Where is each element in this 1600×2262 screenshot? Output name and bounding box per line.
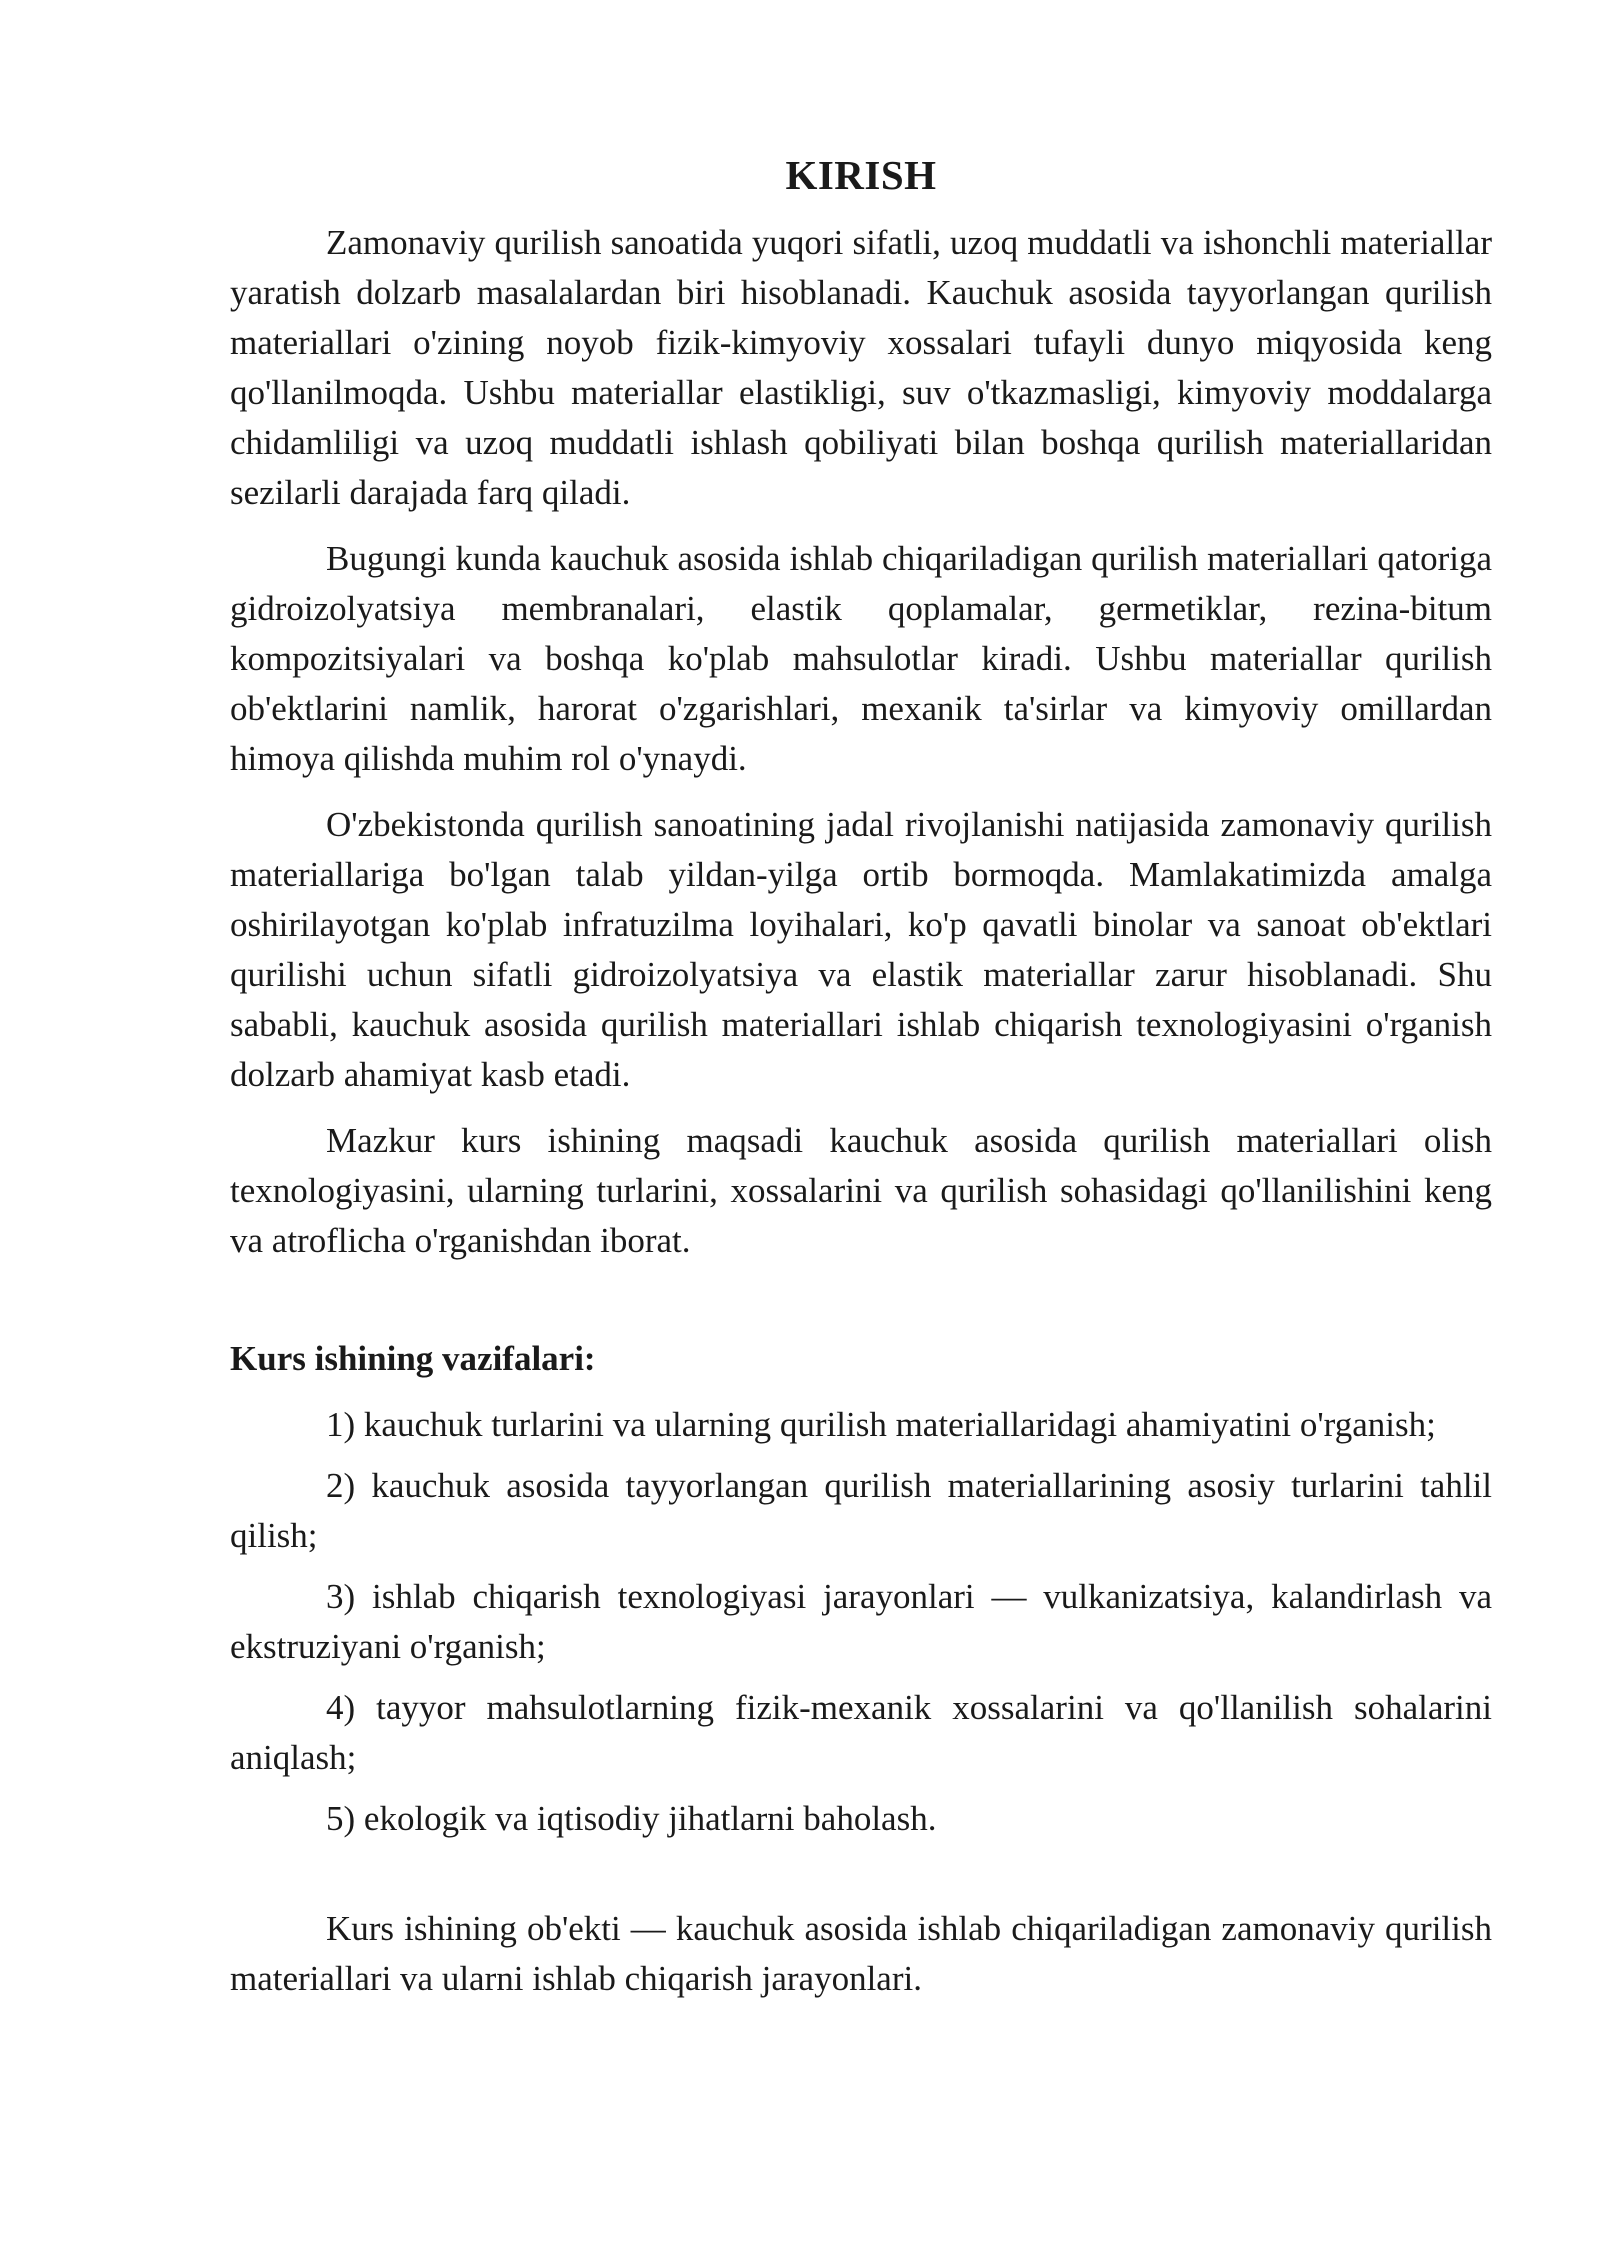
intro-paragraph-1: Zamonaviy qurilish sanoatida yuqori sifatli, uzoq muddatli va ishonchli materiallar yaratish dolzarb masalalardan biri hisoblanadi. Kauchuk asosida tayyorlangan qurilish materiallari o'zining noyob fizik-kimyoviy xossalari tufayli dunyo miqyosida keng qo'llanilmoqda. Ushbu materiallar elastikligi, suv o'tkazmasligi, kimyoviy moddalarga chidamliligi va uzoq muddatli ishlash qobiliyati bilan boshqa qurilish materiallaridan sezilarli darajada farq qiladi.	[230, 223, 1492, 512]
tasks-list	[230, 1400, 1492, 1844]
task-item: 2) kauchuk asosida tayyorlangan qurilish materiallarining asosiy turlarini tahlil qilish;	[230, 1466, 1492, 1555]
page-title: KIRISH	[785, 152, 937, 198]
tasks-heading: Kurs ishining vazifalari:	[230, 1339, 596, 1378]
task-item: 3) ishlab chiqarish texnologiyasi jarayonlari — vulkanizatsiya, kalandirlash va ekstruziyani o'rganish;	[230, 1577, 1492, 1666]
intro-paragraph-3: O'zbekistonda qurilish sanoatining jadal rivojlanishi natijasida zamonaviy qurilish materiallariga bo'lgan talab yildan-yilga ortib bormoqda. Mamlakatimizda amalga oshirilayotgan ko'plab infratuzilma loyihalari, ko'p qavatli binolar va sanoat ob'ektlari qurilishi uchun sifatli gidroizolyatsiya va elastik materiallar zarur hisoblanadi. Shu sababli, kauchuk asosida qurilish materiallari ishlab chiqarish texnologiyasini o'rganish dolzarb ahamiyat kasb etadi.	[230, 805, 1492, 1094]
task-item: 5) ekologik va iqtisodiy jihatlarni baholash.	[326, 1799, 937, 1838]
task-item: 4) tayyor mahsulotlarning fizik-mexanik xossalarini va qo'llanilish sohalarini aniqlash;	[230, 1688, 1492, 1777]
goal-paragraph: Mazkur kurs ishining maqsadi kauchuk asosida qurilish materiallari olish texnologiyasini, ularning turlarini, xossalarini va qurilish sohasidagi qo'llanilishini keng va atroflicha o'rganishdan iborat.	[230, 1121, 1492, 1260]
document-body	[230, 150, 1492, 2020]
intro-paragraph-2: Bugungi kunda kauchuk asosida ishlab chiqariladigan qurilish materiallari qatoriga gidroizolyatsiya membranalari, elastik qoplamalar, germetiklar, rezina-bitum kompozitsiyalari va boshqa ko'plab mahsulotlar kiradi. Ushbu materiallar qurilish ob'ektlarini namlik, harorat o'zgarishlari, mexanik ta'sirlar va kimyoviy omillardan himoya qilishda muhim rol o'ynaydi.	[230, 539, 1492, 778]
task-item: 1) kauchuk turlarini va ularning qurilish materiallaridagi ahamiyatini o'rganish;	[326, 1405, 1436, 1444]
object-paragraph: Kurs ishining ob'ekti — kauchuk asosida ishlab chiqariladigan zamonaviy qurilish materiallari va ularni ishlab chiqarish jarayonlari.	[230, 1909, 1492, 1998]
